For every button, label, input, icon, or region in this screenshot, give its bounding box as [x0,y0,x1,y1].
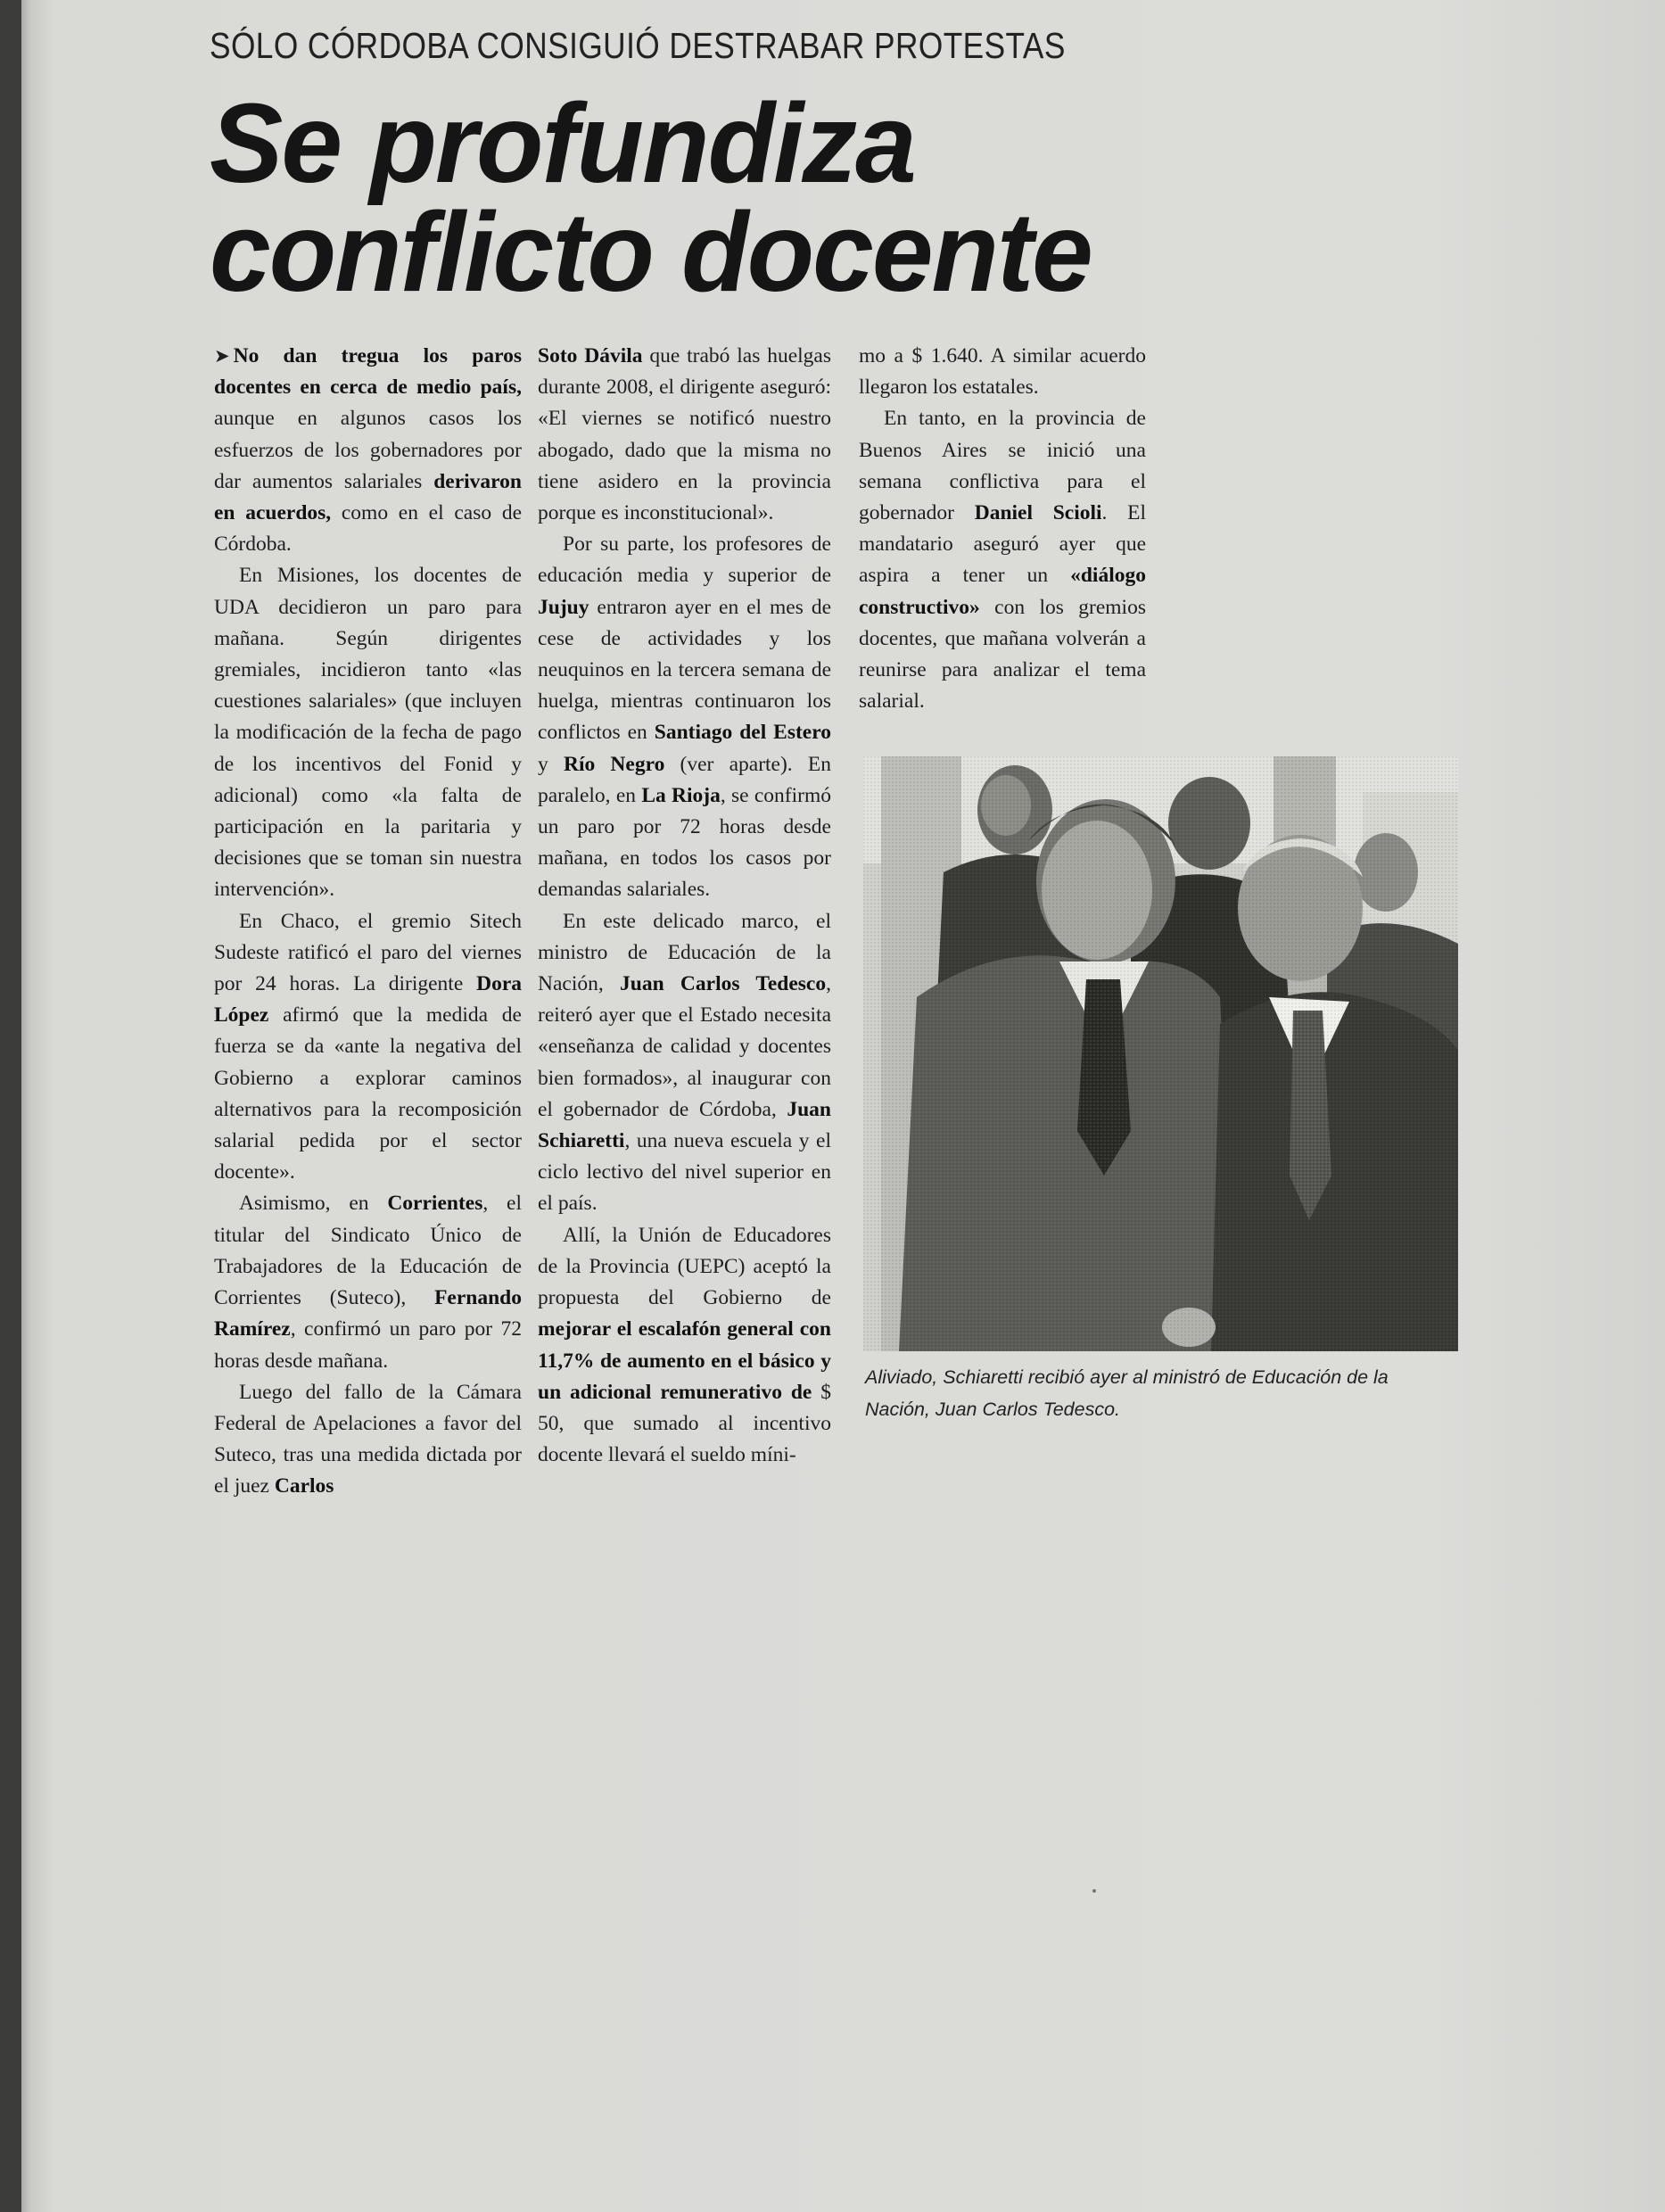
bold-name: Soto Dávila [538,344,643,367]
text: En Chaco, el gremio Sitech Sudeste ratificó el paro del viernes por 24 horas. La dirigente [214,909,522,996]
photo-caption: Aliviado, Schiaretti recibió ayer al ministró de Educación de la Nación, Juan Carlos Tedesco. [865,1366,1389,1420]
text: con los gremios docentes, que mañana volverán a reunirse para analizar el tema salarial. [859,595,1146,714]
text: , el titular del Sindicato Único de Trabajadores de la Educación de Corrientes (Suteco), [214,1192,522,1310]
text: , confirmó un paro por 72 horas desde mañana. [214,1317,522,1373]
page-edge-shadow [0,0,21,2212]
paragraph-buenos-aires [859,403,1146,717]
bold-name: Carlos [274,1474,334,1498]
lead-text: aunque en algunos casos los esfuerzos de los gobernadores por dar aumentos salariales [214,407,522,493]
text: afirmó que la medida de fuerza se da «ante la negativa del Gobierno a explorar caminos alternativos para la recomposición salarial pedida por el sector docente». [214,1003,522,1184]
text: , se confirmó un paro por 72 horas desde mañana, en todos los casos por demandas salariales. [538,783,832,902]
lead-bold-2: derivaron en acuerdos, [214,469,522,525]
bold-name: Corrientes [387,1192,483,1216]
bold-name: La Rioja [641,783,721,807]
text: En tanto, en la provincia de Buenos Aires se inició una semana conflictiva para el gobernador [859,407,1146,525]
paragraph-profesores [538,529,831,905]
text: entraron ayer en el mes de cese de actividades y los neuquinos en la tercera semana de huelga, mientras continuaron los conflictos en [538,595,831,745]
kicker: SÓLO CÓRDOBA CONSIGUIÓ DESTRABAR PROTESTAS [210,25,1066,66]
text: , una nueva escuela y el ciclo lectivo del nivel superior en el país. [538,1129,831,1216]
paragraph-ministro [538,906,831,1220]
text: Asimismo, en [239,1192,388,1216]
headline-line-2: conflicto docente [210,189,1092,315]
text: Luego del fallo de la Cámara Federal de Apelaciones a favor del Suteco, tras una medida dictada por el juez [214,1380,522,1498]
text: y [538,752,564,776]
paragraph-uepc [538,1220,831,1472]
paragraph-misiones: En Misiones, los docentes de UDA decidieron un paro para mañana. Según dirigentes gremiales, incidieron tanto «las cuestiones salariales» (que incluyen la modificación de la fecha de pago de los incentivos del Fonid y adicional) como «la falta de participación en la paritaria y decisiones que se toman sin nuestra intervención». [214,564,522,902]
arrow-right-icon: ➤ [214,345,230,367]
lead-paragraph [214,341,522,560]
bold-name: Fernando Ramírez [214,1286,522,1341]
bold-name: Jujuy [538,595,589,619]
bold-text: «diálogo constructivo» [859,564,1146,619]
bold-name: Río Negro [563,752,665,776]
text: que trabó las huelgas durante 2008, el dirigente aseguró: «El viernes se notificó nuestro abogado, dado que la misma no tiene asidero en la provincia porque es inconstitucional». [538,344,831,525]
photo-illustration [863,756,1458,1351]
text: , reiteró ayer que el Estado necesita «enseñanza de calidad y docentes bien formados», al inaugurar con el gobernador de Córdoba, [538,972,831,1121]
paragraph-chaco [214,906,522,1189]
headline [210,80,1346,315]
article-column-1 [214,341,522,1503]
bold-text: mejorar el escalafón general con 11,7% de aumento en el básico y un adicional remunerativo de [538,1317,831,1404]
lead-bold: No dan tregua los paros docentes en cerca de medio país, [214,344,522,400]
paragraph-corrientes [214,1188,522,1376]
bold-name: Santiago del Estero [654,721,831,745]
paragraph-soto-davila [538,341,831,529]
bold-name: Dora López [214,972,522,1028]
lead-text-2: como en el caso de Córdoba. [214,501,522,557]
text: En este delicado marco, el ministro de Educación de la Nación, [538,909,831,996]
article-column-3 [859,341,1146,717]
text: Allí, la Unión de Educadores de la Provincia (UEPC) aceptó la propuesta del Gobierno de [538,1223,831,1310]
article-column-2 [538,341,831,1471]
bold-name: Juan Schiaretti [538,1097,831,1153]
headline-line-1: Se profundiza [210,80,915,206]
text: $ 50, que sumado al incentivo docente llevará el sueldo míni- [538,1380,832,1467]
text: Por su parte, los profesores de educación media y superior de [538,532,831,588]
bold-name: Juan Carlos Tedesco [620,972,827,996]
paragraph-camara [214,1377,522,1503]
text: . El mandatario aseguró ayer que aspira a tener un [859,501,1147,588]
news-photo [863,756,1458,1351]
paragraph-sueldo: mo a $ 1.640. A similar acuerdo llegaron los estatales. [859,344,1146,400]
paper-speck [1092,1889,1096,1893]
text: (ver aparte). En paralelo, en [538,752,831,807]
bold-name: Daniel Scioli [974,501,1102,525]
